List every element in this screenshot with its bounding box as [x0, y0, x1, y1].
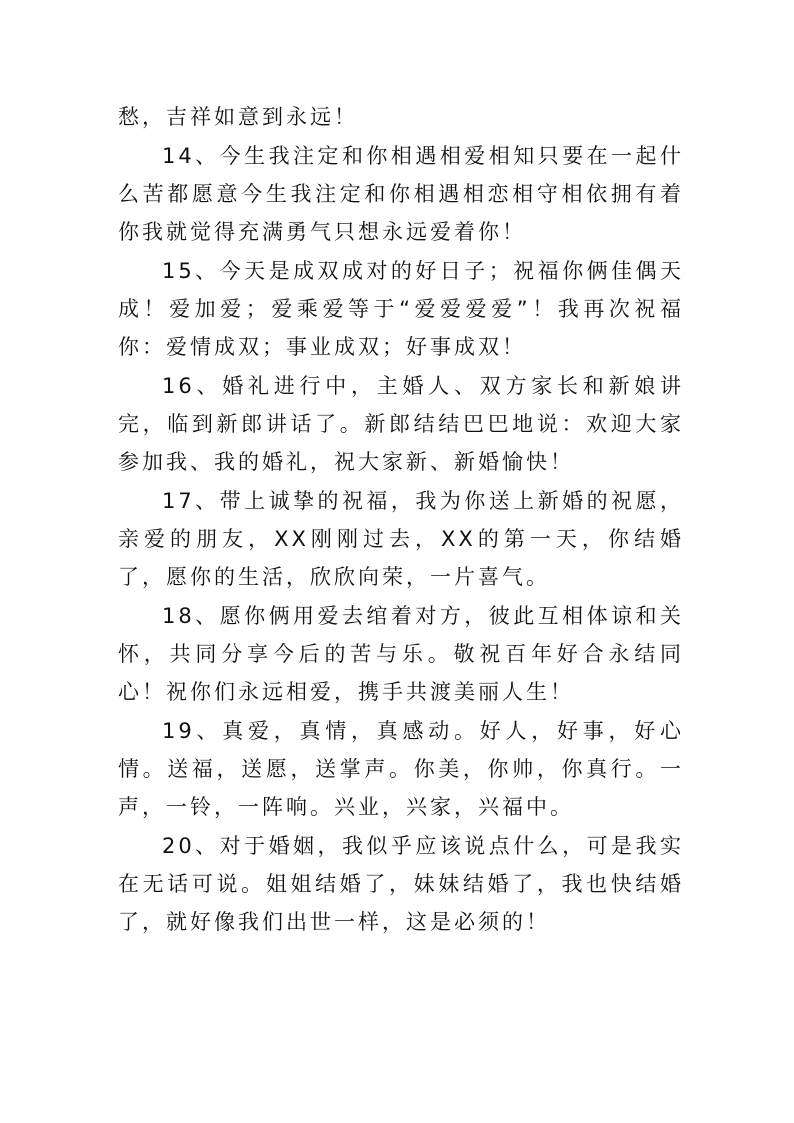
paragraph-15: 15、今天是成双成对的好日子；祝福你俩佳偶天成！爱加爱；爱乘爱等于“爱爱爱爱”！我再次祝福你：爱情成双；事业成双；好事成双！	[118, 259, 684, 359]
paragraph-18: 18、愿你俩用爱去绾着对方，彼此互相体谅和关怀，共同分享今后的苦与乐。敬祝百年好合永结同心！祝你们永远相爱，携手共渡美丽人生！	[118, 604, 684, 704]
paragraph-16: 16、婚礼进行中，主婚人、双方家长和新娘讲完，临到新郎讲话了。新郎结结巴巴地说：欢迎大家参加我、我的婚礼，祝大家新、新婚愉快！	[118, 374, 684, 474]
paragraph-continuation: 愁，吉祥如意到永远！	[118, 105, 358, 129]
paragraph-17: 17、带上诚挚的祝福，我为你送上新婚的祝愿，亲爱的朋友，XX刚刚过去，XX的第一天，你结婚了，愿你的生活，欣欣向荣，一片喜气。	[118, 489, 684, 589]
paragraph-20: 20、对于婚姻，我似乎应该说点什么，可是我实在无话可说。姐姐结婚了，妹妹结婚了，我也快结婚了，就好像我们出世一样，这是必须的！	[118, 834, 684, 934]
paragraph-14: 14、今生我注定和你相遇相爱相知只要在一起什么苦都愿意今生我注定和你相遇相恋相守相依拥有着你我就觉得充满勇气只想永远爱着你！	[118, 144, 684, 244]
paragraph-19: 19、真爱，真情，真感动。好人，好事，好心情。送福，送愿，送掌声。你美，你帅，你真行。一声，一铃，一阵响。兴业，兴家，兴福中。	[118, 719, 684, 819]
